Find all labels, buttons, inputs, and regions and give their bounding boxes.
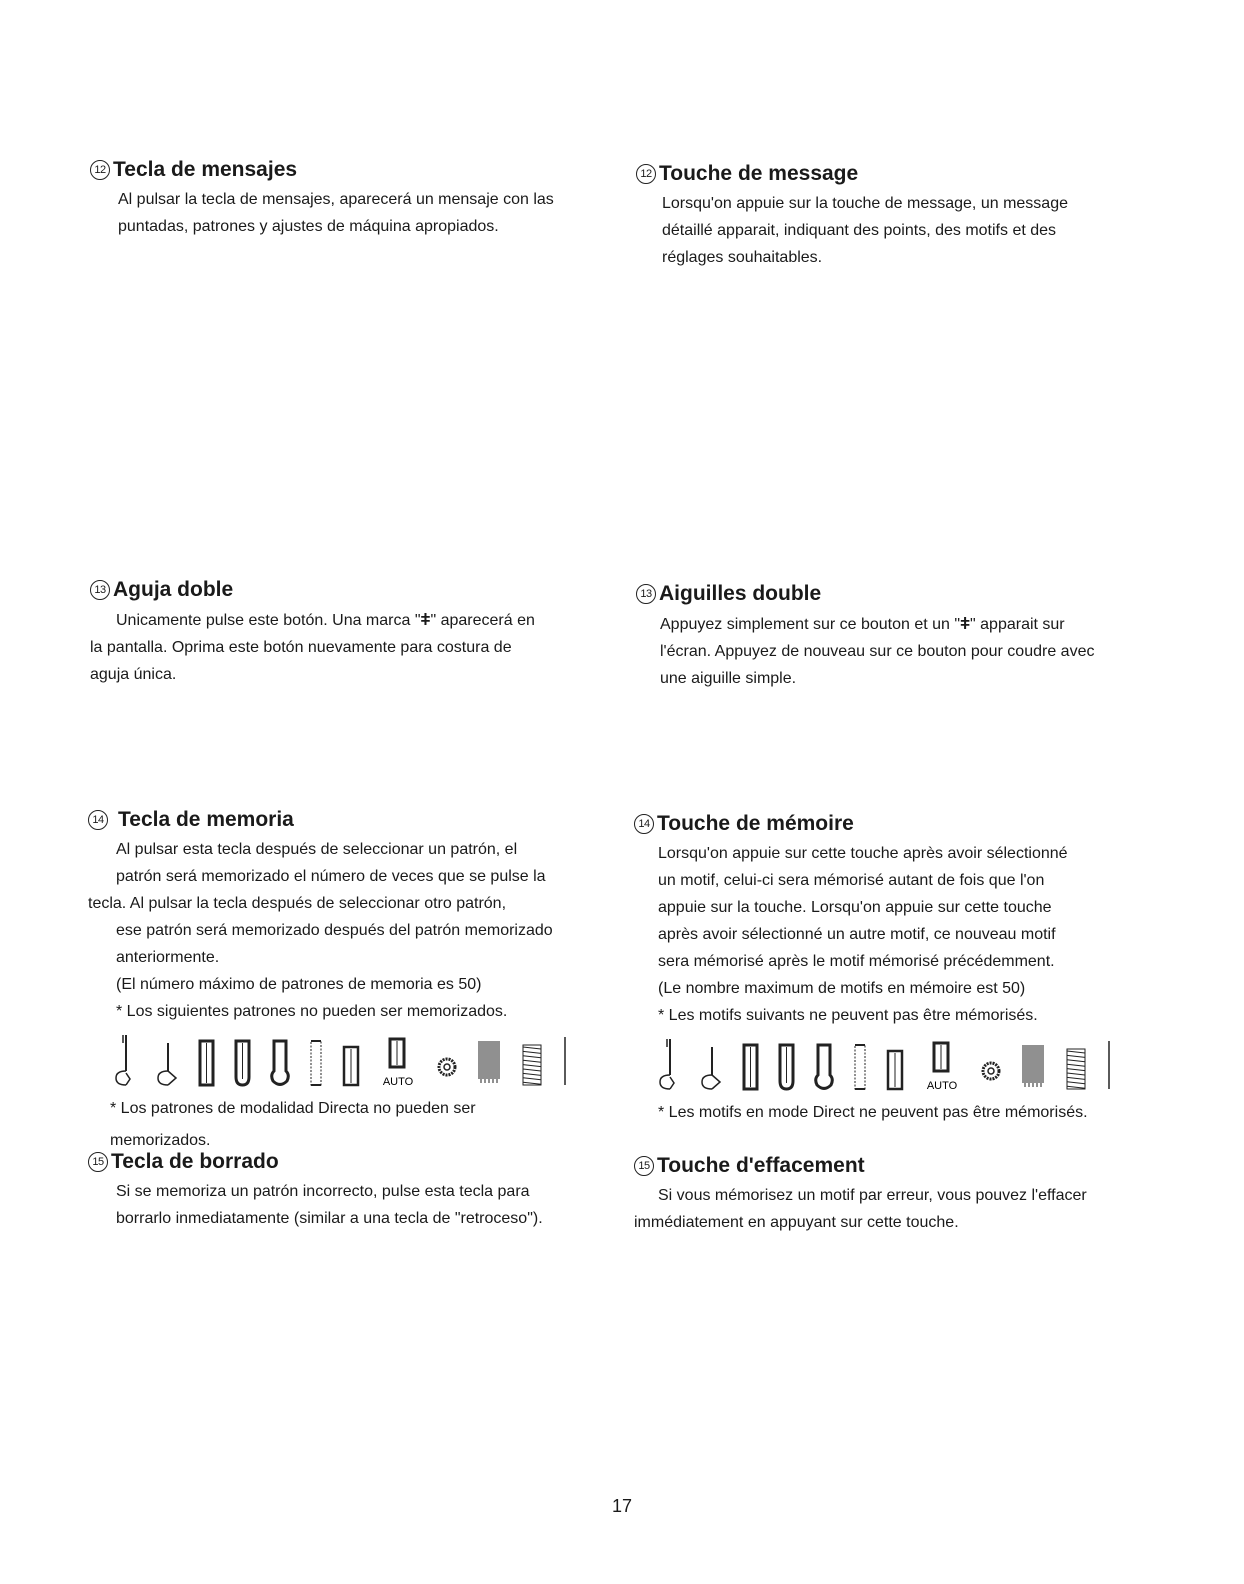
body-line: ese patrón será memorizado después del patrón memorizado xyxy=(116,922,553,939)
body-text: Appuyez simplement sur ce bouton et un " xyxy=(660,616,961,633)
circled-number-14: 14 xyxy=(88,810,108,830)
body-line: anteriormente. xyxy=(116,949,220,966)
circled-number-14: 14 xyxy=(634,814,654,834)
section-body xyxy=(662,190,1068,271)
body-line: réglages souhaitables. xyxy=(662,249,823,266)
body-line: sera mémorisé après le motif mémorisé précédemment. xyxy=(658,953,1055,970)
section-title xyxy=(88,1150,543,1174)
body-text: " apparait sur xyxy=(970,616,1065,633)
straight-line-icon xyxy=(562,1033,568,1089)
body-line: détaillé apparait, indiquant des points, des motifs et des xyxy=(662,222,1057,239)
eyelet-icon xyxy=(436,1033,458,1089)
body-line: la pantalla. Oprima este botón nuevamente para costura de xyxy=(90,639,512,656)
buttonhole-bar-icon xyxy=(342,1033,360,1089)
straight-line-icon xyxy=(1106,1037,1112,1093)
body-line: Al pulsar la tecla de mensajes, aparecerá un mensaje con las xyxy=(118,191,554,208)
section-note xyxy=(658,1099,1174,1126)
body-line: Lorsqu'on appuie sur la touche de message, un message xyxy=(662,195,1068,212)
auto-label: AUTO xyxy=(926,1080,958,1092)
body-line: après avoir sélectionné un autre motif, ce nouveau motif xyxy=(658,926,1056,943)
circled-number-12: 12 xyxy=(90,160,110,180)
buttonhole-round-icon xyxy=(778,1037,796,1093)
auto-label: AUTO xyxy=(382,1076,414,1088)
bartack-icon xyxy=(520,1033,544,1089)
body-line xyxy=(116,606,535,634)
body-line: patrón será memorizado el número de veces que se pulse la xyxy=(116,868,546,885)
section-fr-13 xyxy=(636,582,1094,692)
section-title xyxy=(88,808,628,832)
body-line: * Los siguientes patrones no pueden ser memorizados. xyxy=(116,1003,508,1020)
body-line: appuie sur la touche. Lorsqu'on appuie sur cette touche xyxy=(658,899,1052,916)
section-title xyxy=(90,578,535,602)
section-body xyxy=(116,1178,543,1232)
page-number: 17 xyxy=(611,1496,633,1516)
eyelet-icon xyxy=(980,1037,1002,1093)
center-needle-stitch-icon xyxy=(156,1033,180,1089)
body-line: (El número máximo de patrones de memoria es 50) xyxy=(116,976,482,993)
buttonhole-auto-icon xyxy=(922,1037,962,1093)
body-line: * Les motifs suivants ne peuvent pas être mémorisés. xyxy=(658,1007,1038,1024)
buttonhole-auto-icon xyxy=(378,1033,418,1089)
body-line: Si se memoriza un patrón incorrecto, pulse esta tecla para xyxy=(116,1183,530,1200)
circled-number-15: 15 xyxy=(88,1152,108,1172)
buttonhole-keyhole-icon xyxy=(270,1033,290,1089)
body-line: puntadas, patrones y ajustes de máquina apropiados. xyxy=(118,218,499,235)
note-line: memorizados. xyxy=(110,1132,211,1149)
section-es-15 xyxy=(88,1150,543,1232)
left-needle-stitch-icon xyxy=(114,1033,138,1089)
body-line: Al pulsar esta tecla después de seleccionar un patrón, el xyxy=(116,841,518,858)
section-title xyxy=(634,812,1174,836)
buttonhole-round-icon xyxy=(234,1033,252,1089)
heading-text: Aguja doble xyxy=(113,578,234,601)
heading-text: Aiguilles double xyxy=(659,582,822,605)
body-line: immédiatement en appuyant sur cette touche. xyxy=(634,1214,959,1231)
section-body xyxy=(88,836,628,1025)
body-line: borrarlo inmediatamente (similar a una tecla de "retroceso"). xyxy=(116,1210,543,1227)
section-title xyxy=(636,582,1094,606)
section-fr-14 xyxy=(634,812,1174,1126)
heading-text: Touche d'effacement xyxy=(657,1154,865,1177)
non-memorizable-patterns xyxy=(114,1033,628,1089)
heading-text: Touche de message xyxy=(659,162,859,185)
body-line: Lorsqu'on appuie sur cette touche après avoir sélectionné xyxy=(658,845,1068,862)
heading-text: Tecla de memoria xyxy=(118,808,294,831)
heading-text: Touche de mémoire xyxy=(657,812,854,835)
body-line xyxy=(660,610,1094,638)
heading-text: Tecla de mensajes xyxy=(113,158,298,181)
section-title xyxy=(90,158,554,182)
body-line: tecla. Al pulsar la tecla después de seleccionar otro patrón, xyxy=(88,895,507,912)
body-text: Unicamente pulse este botón. Una marca " xyxy=(116,612,421,629)
darning-icon xyxy=(1020,1037,1046,1093)
body-line: l'écran. Appuyez de nouveau sur ce bouton pour coudre avec xyxy=(660,643,1095,660)
section-body xyxy=(118,186,554,240)
note-line: * Les motifs en mode Direct ne peuvent pas être mémorisés. xyxy=(658,1104,1088,1121)
buttonhole-stretch-icon xyxy=(852,1037,868,1093)
section-es-12 xyxy=(90,158,554,240)
section-body xyxy=(634,1182,1087,1236)
body-line: un motif, celui-ci sera mémorisé autant de fois que l'on xyxy=(658,872,1045,889)
note-line: * Los patrones de modalidad Directa no pueden ser xyxy=(110,1100,476,1117)
section-body xyxy=(90,606,535,688)
section-body xyxy=(660,610,1094,692)
section-title xyxy=(636,162,1068,186)
circled-number-15: 15 xyxy=(634,1156,654,1176)
section-body xyxy=(658,840,1174,1029)
twin-needle-icon: ǂ xyxy=(420,610,431,629)
left-needle-stitch-icon xyxy=(658,1037,682,1093)
bartack-icon xyxy=(1064,1037,1088,1093)
circled-number-13: 13 xyxy=(636,584,656,604)
section-es-13 xyxy=(90,578,535,688)
body-text: " aparecerá en xyxy=(430,612,535,629)
section-fr-15 xyxy=(634,1154,1087,1236)
buttonhole-stretch-icon xyxy=(308,1033,324,1089)
body-line: (Le nombre maximum de motifs en mémoire est 50) xyxy=(658,980,1026,997)
circled-number-13: 13 xyxy=(90,580,110,600)
buttonhole-keyhole-icon xyxy=(814,1037,834,1093)
buttonhole-square-icon xyxy=(742,1037,760,1093)
body-line: une aiguille simple. xyxy=(660,670,797,687)
body-line: aguja única. xyxy=(90,666,177,683)
darning-icon xyxy=(476,1033,502,1089)
non-memorizable-patterns xyxy=(658,1037,1174,1093)
twin-needle-icon: ǂ xyxy=(960,614,971,633)
section-note xyxy=(110,1095,628,1122)
buttonhole-bar-icon xyxy=(886,1037,904,1093)
note-continuation xyxy=(110,1132,210,1150)
section-fr-12 xyxy=(636,162,1068,271)
body-line: Si vous mémorisez un motif par erreur, vous pouvez l'effacer xyxy=(658,1187,1087,1204)
center-needle-stitch-icon xyxy=(700,1037,724,1093)
buttonhole-square-icon xyxy=(198,1033,216,1089)
section-title xyxy=(634,1154,1087,1178)
circled-number-12: 12 xyxy=(636,164,656,184)
heading-text: Tecla de borrado xyxy=(111,1150,279,1173)
section-es-14 xyxy=(88,808,628,1122)
